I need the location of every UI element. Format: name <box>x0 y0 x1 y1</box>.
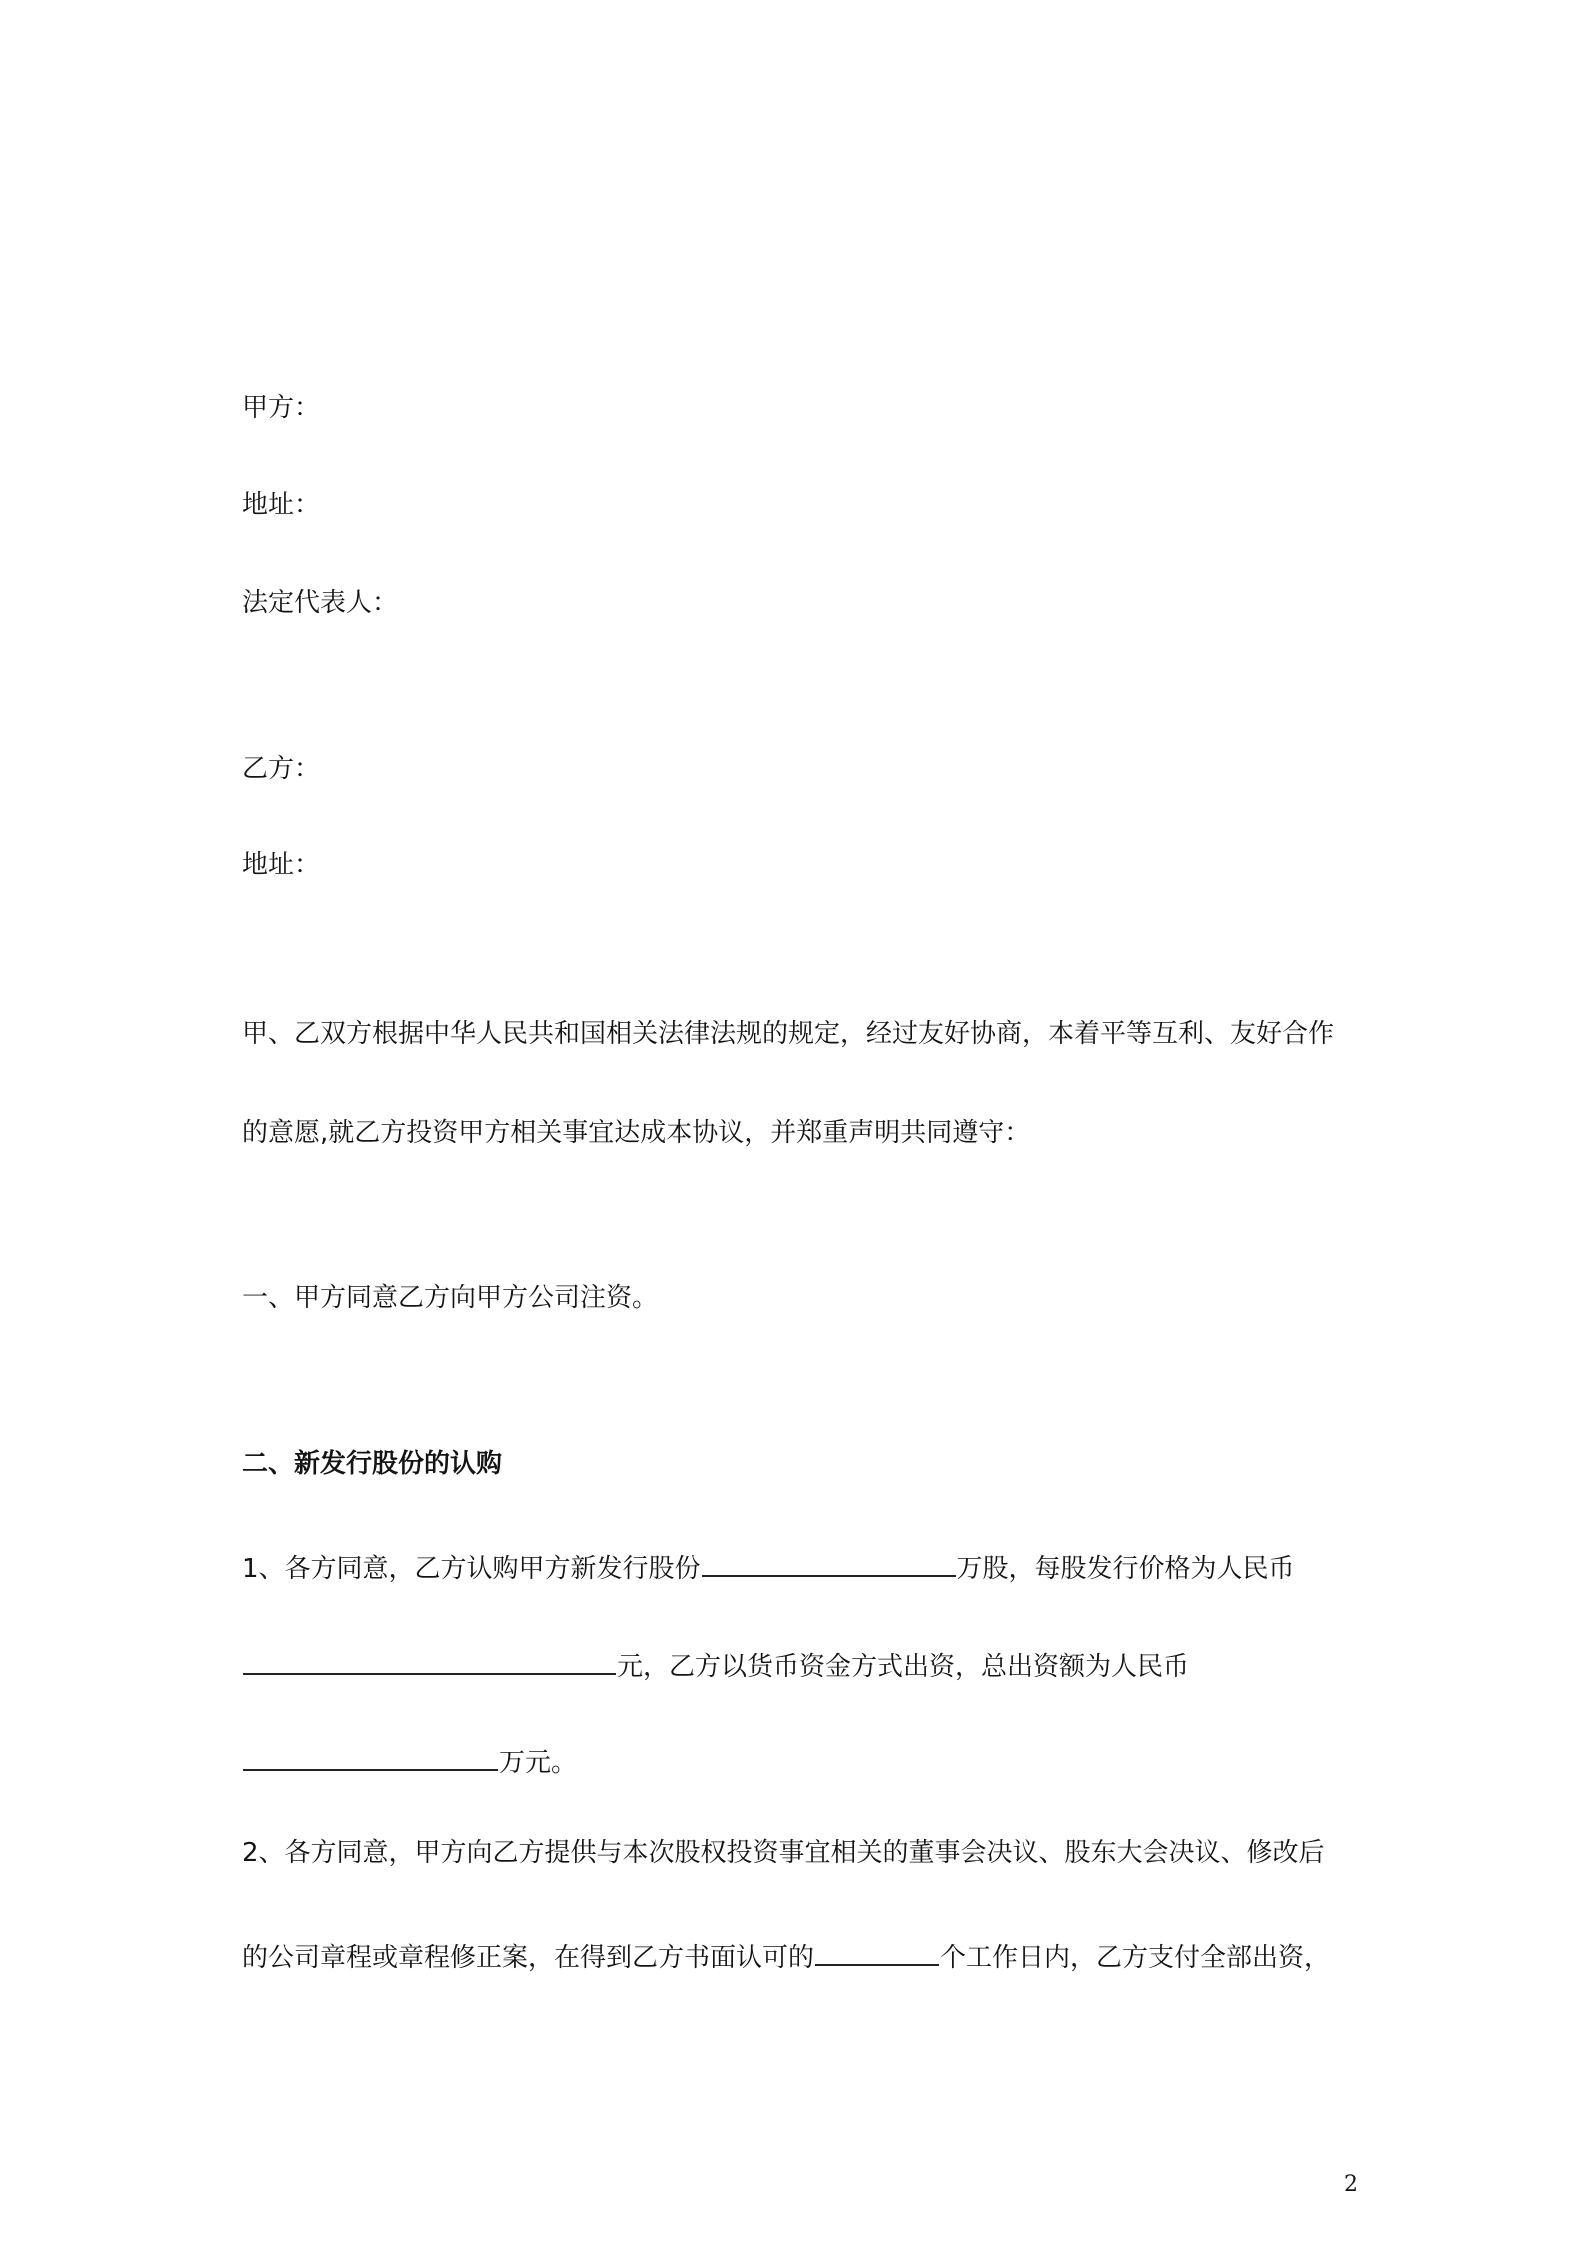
section-2-heading-text: 二、新发行股份的认购 <box>242 1449 503 1479</box>
party-b-address-label: 地址： <box>242 850 321 880</box>
clause-1-line-2-after: 元，乙方以货币资金方式出资，总出资额为人民币 <box>617 1652 1190 1682</box>
preamble-text-2: 的意愿,就乙方投资甲方相关事宜达成本协议，并郑重声明共同遵守： <box>242 1118 1031 1148</box>
party-b-address-line <box>242 847 320 883</box>
party-a-address-label: 地址： <box>242 490 321 520</box>
party-b-line <box>242 751 320 787</box>
shares-blank <box>702 1547 956 1577</box>
clause-2-line-2 <box>242 1936 1330 1972</box>
preamble-text-1: 甲、乙双方根据中华人民共和国相关法律法规的规定，经过友好协商，本着平等互利、友好合作 <box>242 1019 1335 1049</box>
party-a-address-line <box>242 487 320 523</box>
preamble-line-1 <box>242 1016 1334 1052</box>
price-blank <box>243 1645 616 1675</box>
clause-1-line-3-after: 万元。 <box>499 1748 578 1778</box>
section-1-text: 一、甲方同意乙方向甲方公司注资。 <box>242 1283 659 1313</box>
section-1-line <box>242 1280 658 1316</box>
preamble-line-2 <box>242 1115 1030 1151</box>
clause-2-line-2-before: 的公司章程或章程修正案，在得到乙方书面认可的 <box>242 1943 815 1973</box>
clause-1-line-1 <box>242 1547 1295 1583</box>
section-2-heading <box>242 1446 502 1482</box>
clause-1-line-1-after: 万股，每股发行价格为人民币 <box>956 1554 1295 1584</box>
party-a-representative-label: 法定代表人： <box>242 588 399 618</box>
total-amount-blank <box>243 1741 498 1771</box>
party-a-line <box>242 390 320 426</box>
clause-1-line-3 <box>242 1741 577 1777</box>
clause-2-line-2-after: 个工作日内，乙方支付全部出资， <box>940 1943 1331 1973</box>
working-days-blank <box>815 1936 939 1966</box>
page-number: 2 <box>1344 2172 1358 2197</box>
clause-2-line-1 <box>242 1835 1325 1871</box>
clause-2-line-1-text: 2、各方同意，甲方向乙方提供与本次股权投资事宜相关的董事会决议、股东大会决议、修改后 <box>242 1838 1325 1868</box>
clause-1-line-2 <box>242 1645 1189 1681</box>
party-b-label: 乙方： <box>242 754 321 784</box>
clause-1-line-1-before: 1、各方同意，乙方认购甲方新发行股份 <box>242 1554 701 1584</box>
party-a-label: 甲方： <box>242 393 321 423</box>
party-a-representative-line <box>242 585 398 621</box>
